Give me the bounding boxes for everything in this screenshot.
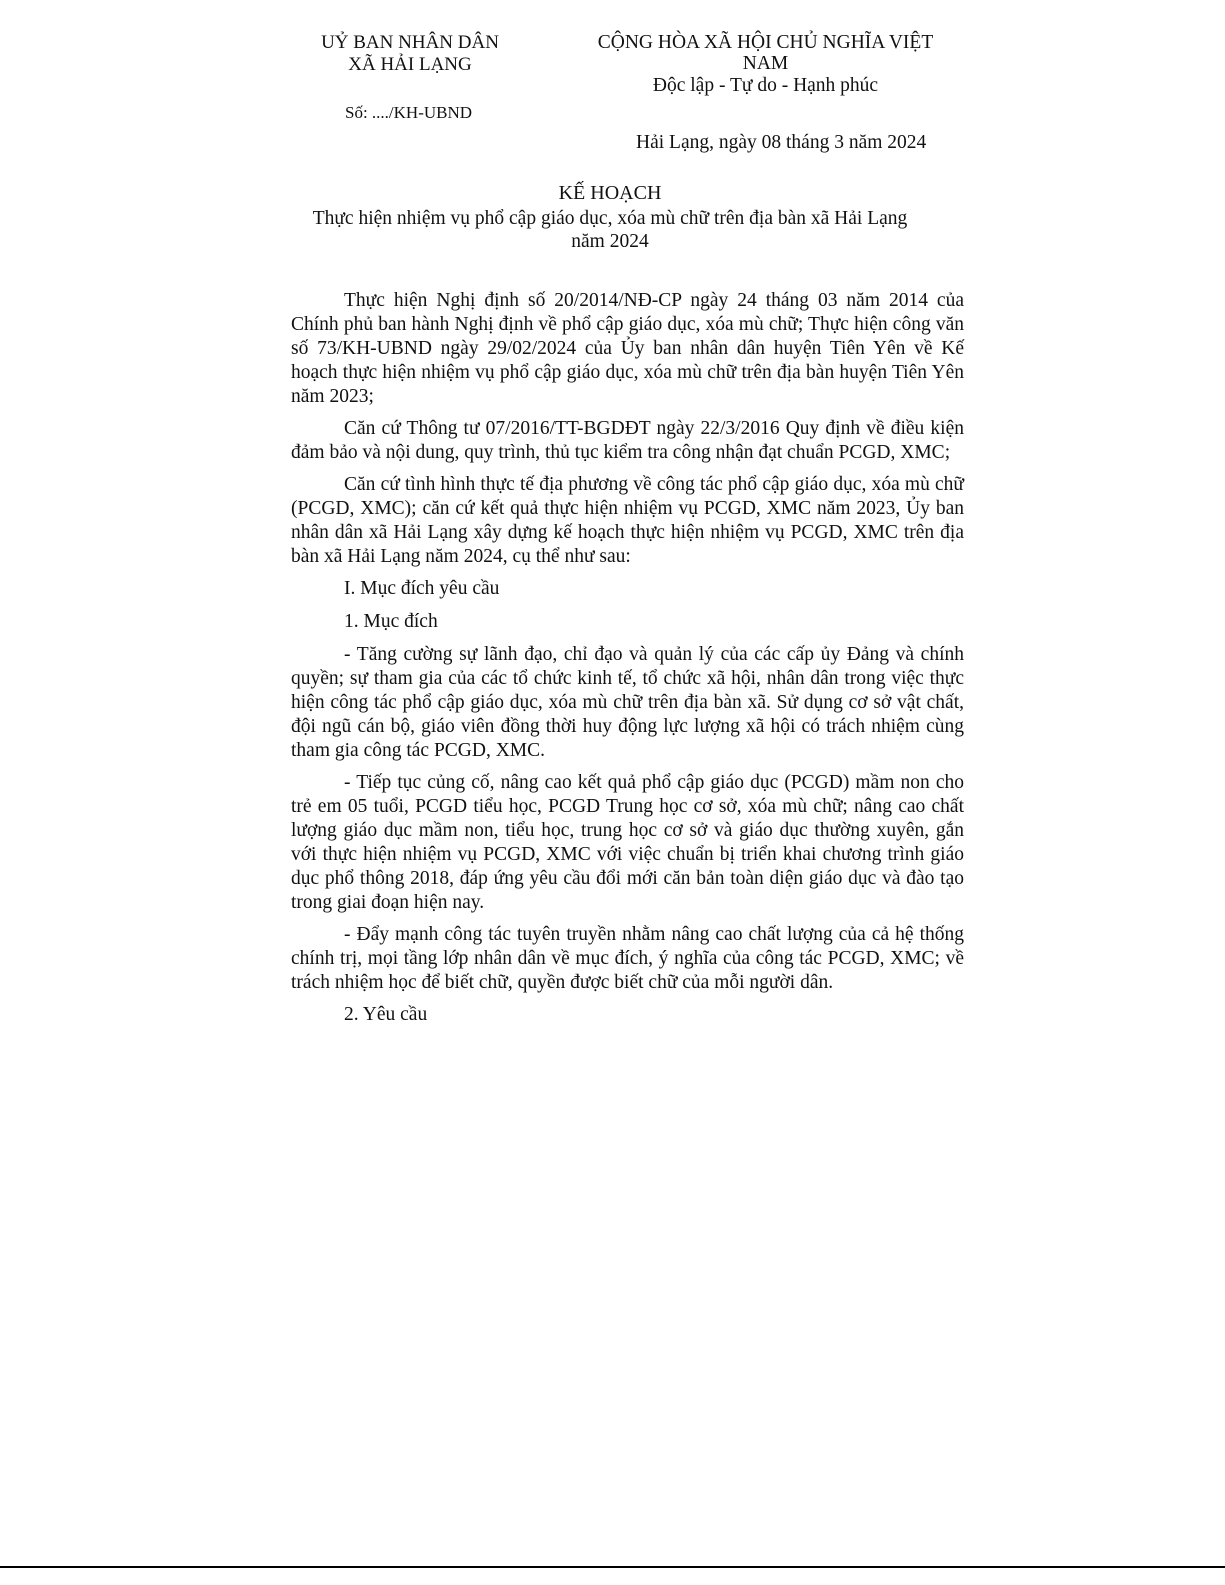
section-heading-purpose-requirements: I. Mục đích yêu cầu [344,578,500,599]
subsection-heading-purpose: 1. Mục đích [344,611,438,632]
paragraph-basis-circular: Căn cứ Thông tư 07/2016/TT-BGDĐT ngày 22/3/2016 Quy định về điều kiện đảm bảo và nội dung, quy trình, thủ tục kiểm tra công nhận đạt chuẩn PCGD, XMC; [291,418,964,463]
subsection-heading-requirements: 2. Yêu cầu [344,1004,428,1025]
issuer-name: UỶ BAN NHÂN DÂN [321,32,499,53]
national-motto: Độc lập - Tự do - Hạnh phúc [652,75,879,96]
document-number: Số: ..../KH-UBND [345,103,473,122]
bullet-propaganda: - Đẩy mạnh công tác tuyên truyền nhằm nâng cao chất lượng của cả hệ thống chính trị, mọi tầng lớp nhân dân về mục đích, ý nghĩa của công tác PCGD, XMC; về trách nhiệm học để biết chữ, quyền được biết chữ của mỗi người dân. [291,924,964,993]
bullet-consolidation: - Tiếp tục củng cố, nâng cao kết quả phổ cập giáo dục (PCGD) mầm non cho trẻ em 05 tuổi, PCGD tiểu học, PCGD Trung học cơ sở, xóa mù chữ; nâng cao chất lượng giáo dục mầm non, tiểu học, trung học cơ sở và giáo dục thường xuyên, gắn với thực hiện nhiệm vụ PCGD, XMC với việc chuẩn bị triển khai chương trình giáo dục phổ thông 2018, đáp ứng yêu cầu đổi mới căn bản toàn diện giáo dục và đào tạo trong giai đoạn hiện nay. [291,772,964,913]
title-block [290,181,930,253]
paragraph-basis-decree: Thực hiện Nghị định số 20/2014/NĐ-CP ngày 24 tháng 03 năm 2014 của Chính phủ ban hành Nghị định về phổ cập giáo dục, xóa mù chữ; Thực hiện công văn số 73/KH-UBND ngày 29/02/2024 của Ủy ban nhân dân huyện Tiên Yên về Kế hoạch thực hiện nhiệm vụ phổ cập giáo dục, xóa mù chữ trên địa bàn huyện Tiên Yên năm 2023; [291,290,964,407]
nation-name-line2: NAM [742,53,789,74]
document-title: KẾ HOẠCH [558,182,662,204]
document-body [291,289,964,1036]
paragraph-basis-local: Căn cứ tình hình thực tế địa phương về công tác phổ cập giáo dục, xóa mù chữ (PCGD, XMC); căn cứ kết quả thực hiện nhiệm vụ PCGD, XMC năm 2023, Ủy ban nhân dân xã Hải Lạng xây dựng kế hoạch thực hiện nhiệm vụ PCGD, XMC trên địa bàn xã Hải Lạng năm 2024, cụ thể như sau: [291,474,964,567]
document-subtitle: Thực hiện nhiệm vụ phổ cập giáo dục, xóa mù chữ trên địa bàn xã Hải Lạng năm 2024 [312,208,908,252]
national-header [578,32,953,97]
bottom-border-line [0,1566,1225,1568]
issuer-commune: XÃ HẢI LẠNG [348,54,472,75]
date-line: Hải Lạng, ngày 08 tháng 3 năm 2024 [636,132,927,153]
issuer-block [300,32,520,76]
bullet-leadership: - Tăng cường sự lãnh đạo, chỉ đạo và quản lý của các cấp ủy Đảng và chính quyền; sự tham gia của các tổ chức kinh tế, tổ chức xã hội, nhân dân trong việc thực hiện công tác phổ cập giáo dục, xóa mù chữ trên địa bàn xã. Sử dụng cơ sở vật chất, đội ngũ cán bộ, giáo viên đồng thời huy động lực lượng xã hội có trách nhiệm cùng tham gia công tác PCGD, XMC. [291,644,964,761]
nation-name-line1: CỘNG HÒA XÃ HỘI CHỦ NGHĨA VIỆT [597,32,934,53]
